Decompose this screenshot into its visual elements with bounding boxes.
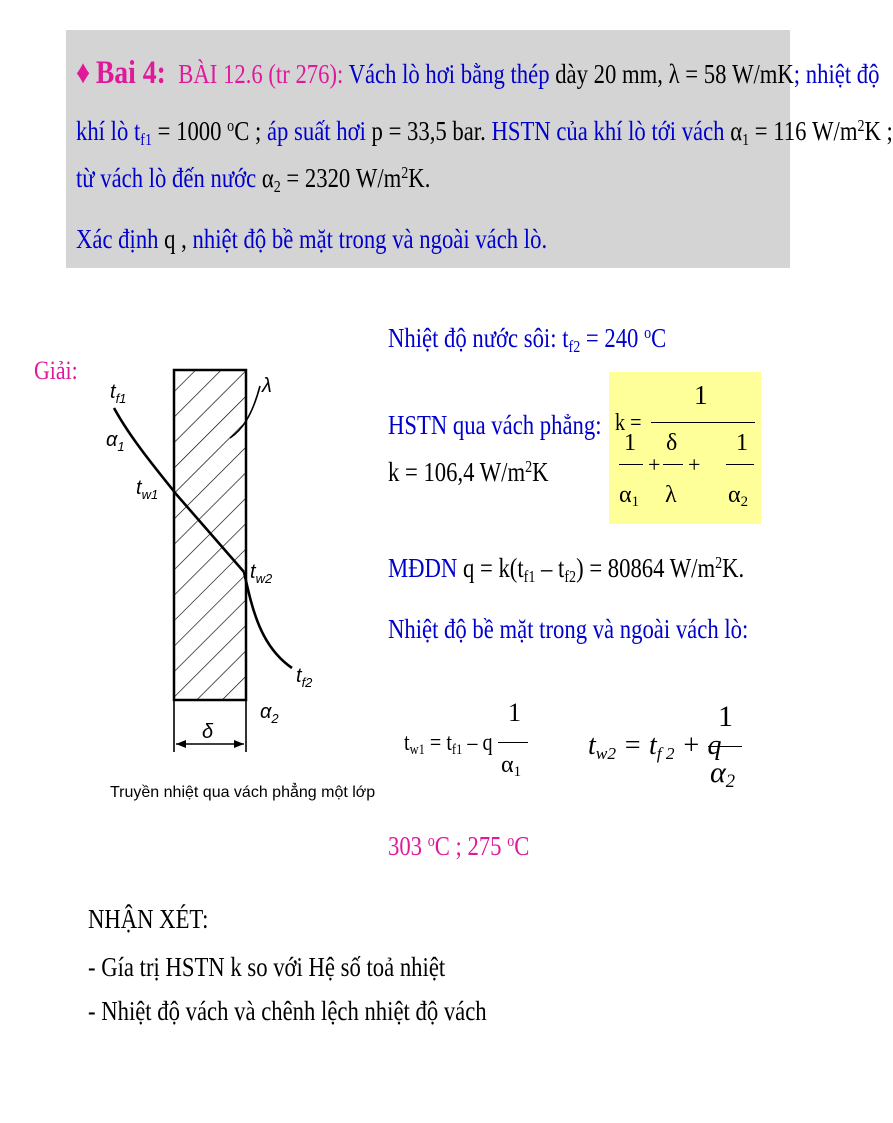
tw1-formula-den — [501, 752, 521, 781]
boiling-text: f2 — [568, 336, 581, 356]
k-term1-den-text: 1 — [631, 494, 640, 511]
tw1-formula-text: f1 — [451, 742, 463, 759]
heat-flux-text: – t — [535, 553, 565, 584]
heat-flux — [388, 548, 744, 592]
k-formula-lhs: k = — [615, 410, 642, 436]
delta-arrow-left — [176, 740, 186, 748]
boiling-temp — [388, 318, 666, 362]
tw1-formula-text: – q — [462, 730, 493, 756]
k-value-text: 2 — [525, 457, 533, 476]
delta-label: δ — [202, 721, 214, 743]
boiling-text: C — [651, 323, 667, 354]
problem-text: ; nhiệt độ — [793, 59, 880, 89]
delta-arrow-right — [234, 740, 244, 748]
problem-text: C ; — [234, 116, 267, 147]
tw1-formula-text: w1 — [409, 742, 425, 759]
problem-text: α — [256, 163, 274, 194]
k-term3-num: 1 — [736, 430, 748, 456]
tw2-formula-den — [710, 756, 735, 793]
problem-text: Xác định — [76, 224, 159, 254]
bullet-icon: ♦ — [76, 55, 91, 91]
problem-line-2 — [76, 111, 893, 155]
k-formula-num: 1 — [694, 380, 708, 410]
tw1-formula-den-text: α — [501, 752, 514, 778]
lambda-label: λ — [262, 375, 272, 397]
k-value-text: K — [532, 457, 549, 488]
heat-flux-text: MĐDN — [388, 553, 458, 584]
solution-label: Giải: — [34, 356, 78, 385]
k-term3-bar — [726, 464, 754, 465]
heat-flux-text: K. — [722, 553, 745, 584]
tw2-formula-num: 1 — [718, 700, 733, 733]
heat-flux-text: f2 — [564, 566, 577, 586]
result-text: o — [507, 831, 515, 850]
k-value-text: k = 106,4 W/m — [388, 457, 526, 488]
surface-temp-results — [388, 826, 529, 861]
tw2-formula-text: w2 — [595, 743, 617, 763]
tw2-formula-den-text: α — [710, 756, 726, 789]
problem-text: áp suất hơi — [266, 116, 366, 147]
k-term2-bar — [663, 464, 683, 465]
k-plus-1: + — [648, 452, 661, 477]
problem-text: 2 — [857, 116, 865, 135]
tw2-label: $t_{w2}$ — [250, 561, 273, 586]
k-term3-den — [728, 482, 748, 511]
problem-text: = 116 W/m — [749, 116, 858, 147]
problem-text: p = 33,5 bar. — [365, 116, 492, 147]
k-term1-den — [619, 482, 639, 511]
tw2-formula-bar — [708, 746, 742, 747]
tf1-label: $t_{f1}$ — [110, 381, 127, 406]
alpha1-label: $\alpha_1$ — [106, 429, 125, 454]
boiling-text: = 240 — [580, 323, 645, 354]
boiling-text: Nhiệt độ nước sôi: t — [388, 323, 569, 354]
heat-flux-text: f1 — [523, 566, 536, 586]
tw2-formula-text: t — [588, 730, 596, 761]
k-formula-main-bar — [651, 422, 755, 423]
problem-text: K ; — [864, 116, 893, 147]
k-term1-num: 1 — [624, 430, 636, 456]
tw2-formula-den-text: 2 — [725, 771, 736, 793]
problem-text: = 1000 — [151, 116, 228, 147]
tw1-formula-text: t — [404, 730, 410, 756]
problem-line-4 — [76, 224, 547, 254]
problem-text: Vách lò hơi bằng thép — [348, 59, 550, 89]
tw1-formula-text: = t — [424, 730, 452, 756]
problem-text: từ vách lò đến nước — [76, 163, 257, 194]
problem-text: q , — [158, 224, 193, 254]
problem-text: = 2320 W/m — [280, 163, 402, 194]
problem-text: 1 — [742, 129, 750, 149]
tw2-formula-text: + q — [674, 730, 722, 761]
problem-title: Bai 4: — [95, 55, 166, 91]
problem-text: HSTN của khí lò tới vách — [491, 116, 725, 147]
problem-text: o — [227, 116, 235, 135]
problem-text: f1 — [140, 129, 152, 149]
k-term2-num: δ — [666, 430, 678, 456]
comments-title: NHẬN XÉT: — [88, 904, 209, 934]
tw1-formula-den-text: 1 — [513, 764, 522, 781]
problem-text: 2 — [273, 176, 281, 196]
problem-line-3 — [76, 158, 430, 202]
problem-text: K. — [408, 163, 431, 194]
tf2-label: $t_{f2}$ — [296, 665, 313, 690]
profile-curve-right — [244, 572, 292, 668]
result-text: C ; 275 — [434, 831, 508, 862]
alpha2-label: $\alpha_2$ — [260, 701, 279, 726]
problem-text: nhiệt độ bề mặt trong và ngoài vách lò. — [192, 224, 548, 254]
tw2-formula-text: = t — [616, 730, 657, 761]
k-term1-den-text: α — [619, 482, 632, 508]
wall-diagram — [92, 346, 372, 816]
k-term1-bar — [619, 464, 643, 465]
k-value — [388, 452, 549, 487]
problem-text: khí lò t — [76, 116, 141, 147]
problem-ref: BÀI 12.6 (tr 276): — [178, 59, 344, 89]
tw1-formula-bar — [498, 742, 528, 743]
surface-temp-label: Nhiệt độ bề mặt trong và ngoài vách lò: — [388, 614, 749, 644]
result-text: 303 — [388, 831, 428, 862]
problem-text: 2 — [401, 163, 409, 182]
problem-text: dày 20 mm, λ = 58 W/mK — [555, 59, 794, 89]
boiling-text: o — [644, 323, 652, 342]
result-text: C — [514, 831, 530, 862]
k-plus-2: + — [688, 452, 701, 477]
wall-hatch — [174, 370, 246, 700]
tw2-formula-text: f 2 — [656, 743, 675, 763]
heat-flux-text: 2 — [715, 553, 723, 572]
diagram-caption: Truyền nhiệt qua vách phẳng một lớp — [110, 784, 376, 801]
hstn-label: HSTN qua vách phẳng: — [388, 410, 602, 440]
heat-flux-text: ) = 80864 W/m — [576, 553, 716, 584]
tw1-formula-lhs — [404, 730, 493, 759]
problem-text: α — [724, 116, 743, 147]
problem-line-1 — [76, 55, 880, 91]
k-term3-den-text: 2 — [740, 494, 749, 511]
comment-item-2: - Nhiệt độ vách và chênh lệch nhiệt độ vách — [88, 996, 487, 1026]
comment-item-1: - Gía trị HSTN k so với Hệ số toả nhiệt — [88, 952, 446, 982]
heat-flux-text: q = k(t — [457, 553, 524, 584]
tw1-formula-num: 1 — [508, 698, 521, 727]
k-term2-den: λ — [665, 482, 677, 508]
result-text: o — [427, 831, 435, 850]
tw1-label: $t_{w1}$ — [136, 477, 159, 502]
k-term3-den-text: α — [728, 482, 741, 508]
tw2-formula-lhs — [588, 730, 721, 764]
